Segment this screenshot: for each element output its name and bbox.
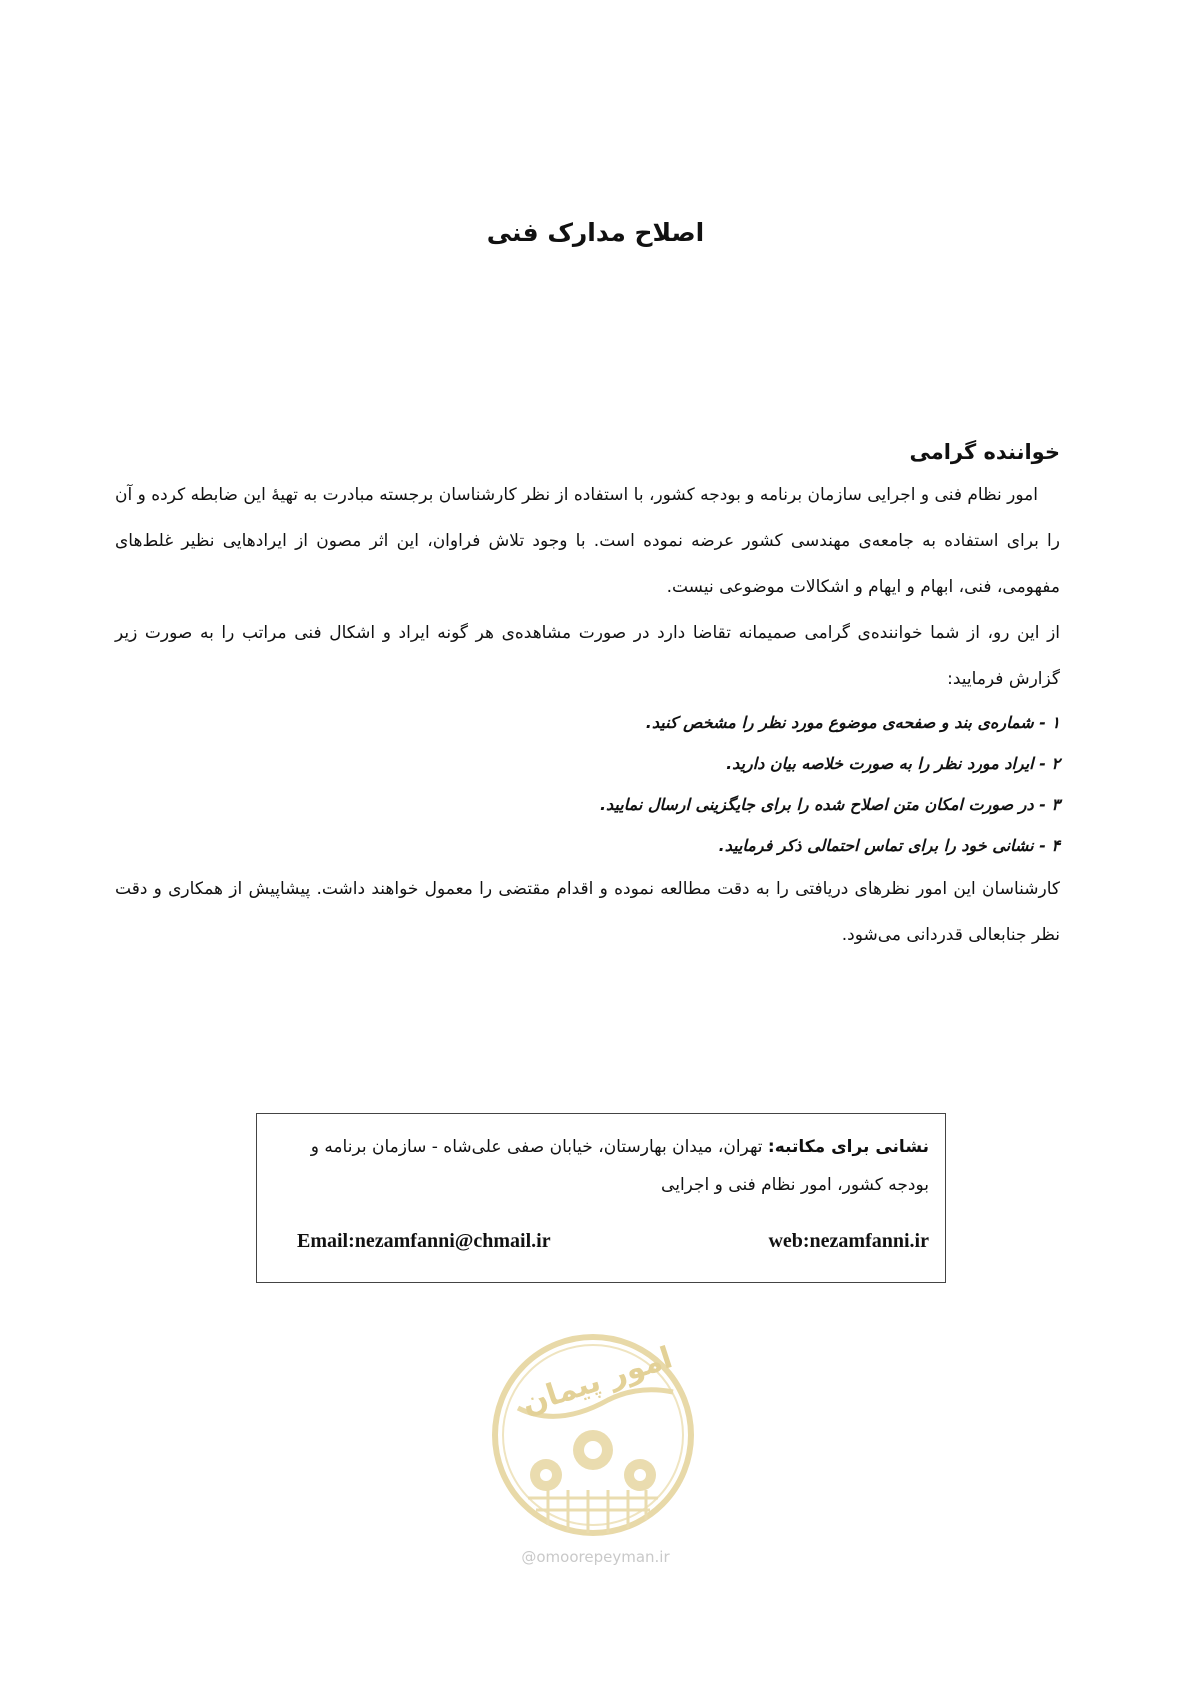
list-item: ۲ - ایراد مورد نظر را به صورت خلاصه بیان دارید. bbox=[726, 754, 1060, 773]
request-paragraph: از این رو، از شما خواننده‌ی گرامی صمیمانه تقاضا دارد در صورت مشاهده‌ی هر گونه ایراد و اشکال فنی مراتب را به صورت زیر گزارش فرمایید: bbox=[115, 623, 1060, 689]
logo-text: امور پیمان bbox=[517, 1340, 677, 1422]
page-title: اصلاح مدارک فنی bbox=[486, 218, 705, 247]
omoor-peyman-logo-icon bbox=[488, 1330, 698, 1540]
email-link[interactable]: Email:nezamfanni@chmail.ir bbox=[297, 1230, 551, 1252]
address-text: تهران، میدان بهارستان، خیابان صفی علی‌شاه - سازمان برنامه و بودجه کشور، امور نظام فنی و اجرایی bbox=[310, 1137, 929, 1195]
contact-links bbox=[297, 1230, 929, 1260]
letter-body bbox=[115, 440, 1060, 958]
contact-address bbox=[273, 1128, 929, 1204]
web-link[interactable]: web:nezamfanni.ir bbox=[768, 1230, 929, 1252]
watermark-site: @omoorepeyman.ir bbox=[521, 1548, 670, 1566]
intro-paragraph: امور نظام فنی و اجرایی سازمان برنامه و بودجه کشور، با استفاده از نظر کارشناسان برجسته مبادرت به تهیهٔ این ضابطه کرده و آن را برای استفاده به جامعه‌ی مهندسی کشور عرضه نموده است. با وجود تلاش فراوان، این اثر مصون از ایرادهایی نظیر غلط‌های مفهومی، فنی، ابهام و ایهام و اشکالات موضوعی نیست. bbox=[115, 485, 1060, 597]
instructions-list bbox=[115, 702, 1060, 866]
contact-label: نشانی برای مکاتبه: bbox=[767, 1137, 929, 1157]
greeting-heading: خواننده گرامی bbox=[909, 440, 1060, 464]
contact-box bbox=[256, 1113, 946, 1283]
list-item: ۱ - شماره‌ی بند و صفحه‌ی موضوع مورد نظر را مشخص کنید. bbox=[645, 713, 1060, 732]
closing-paragraph: کارشناسان این امور نظرهای دریافتی را به دقت مطالعه نموده و اقدام مقتضی را معمول خواهند داشت. پیشاپیش از همکاری و دقت نظر جنابعالی قدردانی می‌شود. bbox=[115, 879, 1060, 945]
list-item: ۴ - نشانی خود را برای تماس احتمالی ذکر فرمایید. bbox=[718, 836, 1060, 855]
list-item: ۳ - در صورت امکان متن اصلاح شده را برای جایگزینی ارسال نمایید. bbox=[599, 795, 1060, 814]
